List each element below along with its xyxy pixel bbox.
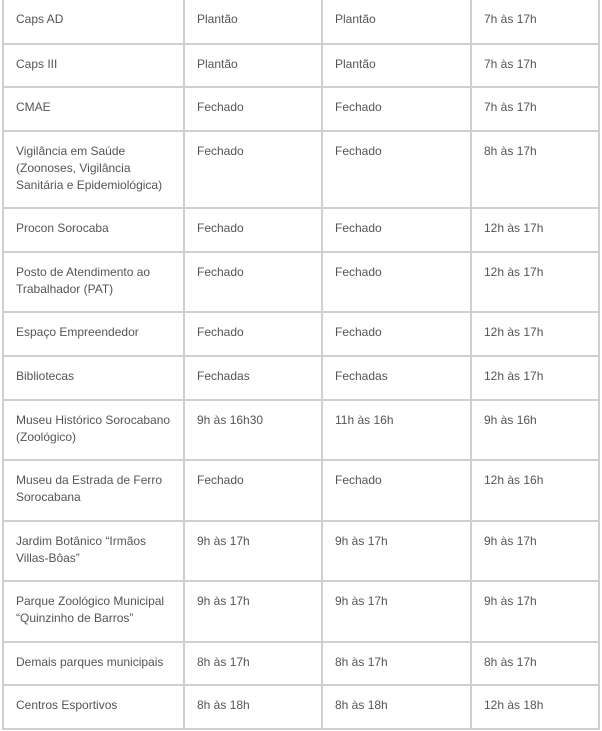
service-name: Jardim Botânico “Irmãos Villas-Bôas” [3, 521, 184, 581]
service-name: Caps AD [3, 0, 184, 44]
hours-cell: 9h às 16h [471, 400, 599, 460]
hours-cell: Fechadas [322, 356, 471, 400]
table-row [3, 642, 599, 685]
service-name: Caps III [3, 44, 184, 87]
table-row [3, 44, 599, 87]
hours-cell: 7h às 17h [471, 44, 599, 87]
table-row [3, 460, 599, 521]
hours-cell: 9h às 16h30 [184, 400, 322, 460]
hours-cell: 11h às 16h [322, 400, 471, 460]
service-name: Vigilância em Saúde (Zoonoses, Vigilância Sanitária e Epidemiológica) [3, 131, 184, 208]
hours-cell: 7h às 17h [471, 0, 599, 44]
hours-cell: Fechado [184, 208, 322, 252]
hours-cell: Fechado [322, 460, 471, 521]
hours-cell: Fechado [322, 208, 471, 252]
hours-cell: Fechado [184, 87, 322, 131]
hours-cell: Fechado [184, 131, 322, 208]
hours-cell: 12h às 17h [471, 252, 599, 312]
table-row [3, 356, 599, 400]
service-name: Demais parques municipais [3, 642, 184, 685]
table-row [3, 581, 599, 642]
hours-cell: 7h às 17h [471, 87, 599, 131]
table-row [3, 685, 599, 729]
schedule-table [2, 0, 600, 730]
service-name: Espaço Empreendedor [3, 312, 184, 356]
service-name: Parque Zoológico Municipal “Quinzinho de Barros” [3, 581, 184, 642]
table-row [3, 208, 599, 252]
hours-cell: Fechado [322, 312, 471, 356]
hours-cell: 9h às 17h [184, 521, 322, 581]
hours-cell: 12h às 18h [471, 685, 599, 729]
hours-cell: Plantão [184, 0, 322, 44]
service-name: Museu da Estrada de Ferro Sorocabana [3, 460, 184, 521]
hours-cell: 8h às 18h [322, 685, 471, 729]
table-row [3, 312, 599, 356]
hours-cell: Plantão [322, 44, 471, 87]
table-row [3, 252, 599, 312]
hours-cell: 12h às 16h [471, 460, 599, 521]
hours-cell: Fechado [184, 312, 322, 356]
table-row [3, 400, 599, 460]
hours-cell: 12h às 17h [471, 312, 599, 356]
service-name: Posto de Atendimento ao Trabalhador (PAT) [3, 252, 184, 312]
hours-cell: Fechado [322, 87, 471, 131]
hours-cell: 12h às 17h [471, 356, 599, 400]
hours-cell: 8h às 18h [184, 685, 322, 729]
hours-cell: 8h às 17h [184, 642, 322, 685]
hours-cell: Fechado [184, 252, 322, 312]
hours-cell: 9h às 17h [184, 581, 322, 642]
hours-cell: 8h às 17h [471, 642, 599, 685]
hours-cell: Fechadas [184, 356, 322, 400]
hours-cell: Fechado [322, 131, 471, 208]
service-name: Bibliotecas [3, 356, 184, 400]
service-name: Museu Histórico Sorocabano (Zoológico) [3, 400, 184, 460]
service-name: CMAE [3, 87, 184, 131]
service-name: Centros Esportivos [3, 685, 184, 729]
hours-cell: 9h às 17h [322, 521, 471, 581]
hours-cell: 9h às 17h [471, 581, 599, 642]
table-row [3, 521, 599, 581]
hours-cell: 9h às 17h [322, 581, 471, 642]
service-name: Procon Sorocaba [3, 208, 184, 252]
hours-cell: 9h às 17h [471, 521, 599, 581]
table-row [3, 131, 599, 208]
hours-cell: Fechado [184, 460, 322, 521]
hours-cell: Fechado [322, 252, 471, 312]
hours-cell: 12h às 17h [471, 208, 599, 252]
table-row [3, 0, 599, 44]
hours-cell: 8h às 17h [322, 642, 471, 685]
hours-cell: Plantão [322, 0, 471, 44]
table-row [3, 87, 599, 131]
hours-cell: 8h às 17h [471, 131, 599, 208]
hours-cell: Plantão [184, 44, 322, 87]
